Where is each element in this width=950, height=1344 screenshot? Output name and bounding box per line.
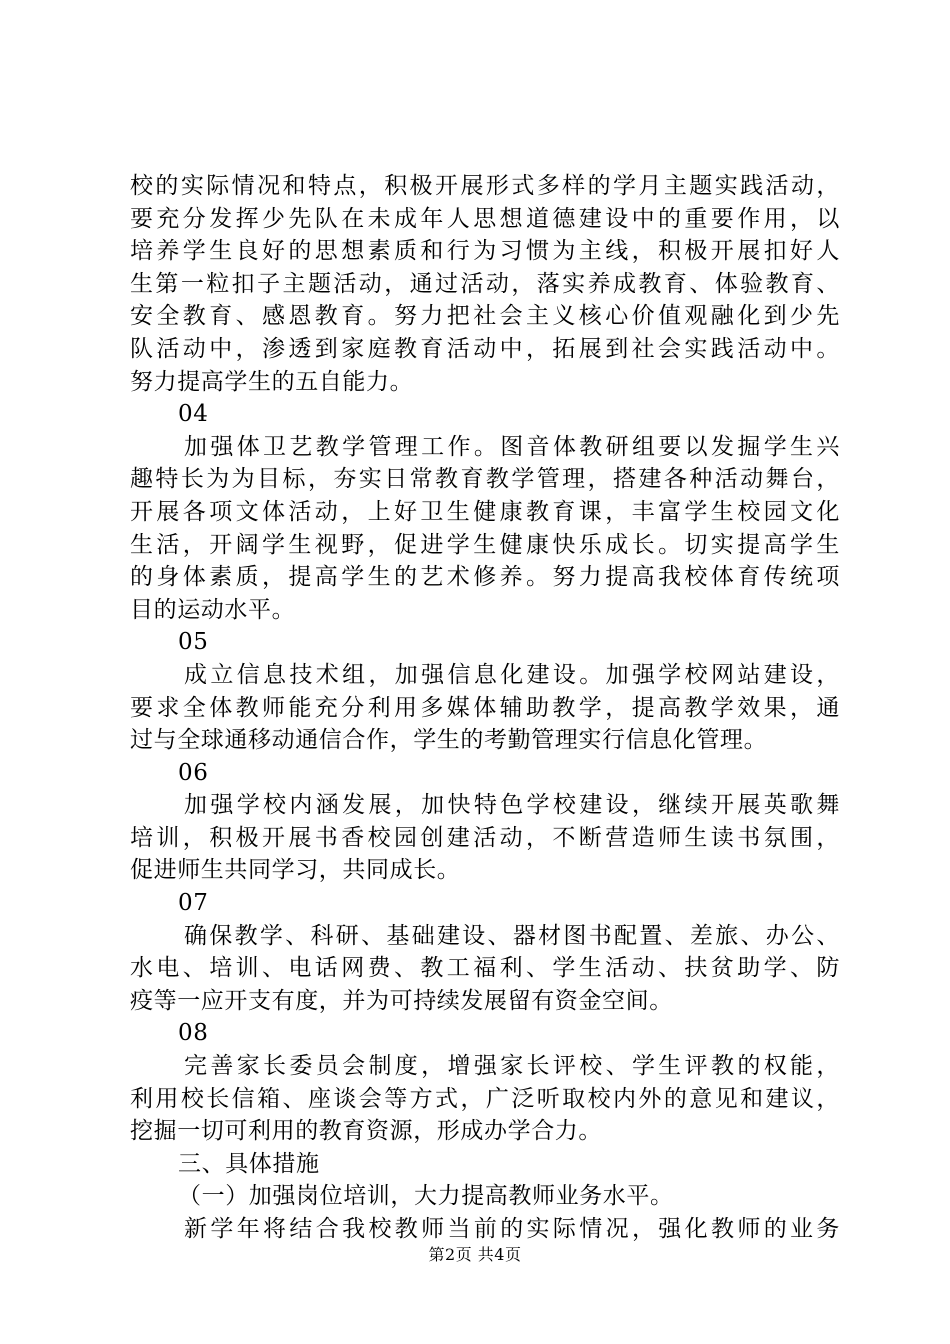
section-number: 04 (178, 401, 209, 428)
text-line: 疫等一应开支有度，并为可持续发展留有资金空间。 (130, 987, 673, 1014)
section-number: 08 (178, 1020, 209, 1047)
section-heading: 三、具体措施 (178, 1150, 320, 1177)
text-line: 生活，开阔学生视野，促进学生健康快乐成长。切实提高学生 (130, 531, 840, 558)
text-line: 队活动中，渗透到家庭教育活动中，拓展到社会实践活动中。 (130, 335, 840, 362)
section-number: 07 (178, 890, 209, 917)
text-line: 确保教学、科研、基础建设、器材图书配置、差旅、办公、 (184, 922, 840, 949)
text-line: 的身体素质，提高学生的艺术修养。努力提高我校体育传统项 (130, 564, 840, 591)
page-footer: 第2页 共4页 (428, 1245, 522, 1264)
text-line: 目的运动水平。 (130, 596, 296, 623)
section-heading: （一）加强岗位培训，大力提高教师业务水平。 (178, 1183, 674, 1210)
text-line: 加强学校内涵发展，加快特色学校建设，继续开展英歌舞 (184, 792, 840, 819)
text-line: 促进师生共同学习，共同成长。 (130, 857, 461, 884)
text-line: 努力提高学生的五自能力。 (130, 368, 414, 395)
text-line: 成立信息技术组，加强信息化建设。加强学校网站建设， (184, 661, 840, 688)
text-line: 要充分发挥少先队在未成年人思想道德建设中的重要作用，以 (130, 205, 840, 232)
text-line: 要求全体教师能充分利用多媒体辅助教学，提高教学效果，通 (130, 694, 840, 721)
text-line: 水电、培训、电话网费、教工福利、学生活动、扶贫助学、防 (130, 955, 840, 982)
text-line: 加强体卫艺教学管理工作。图音体教研组要以发掘学生兴 (184, 433, 840, 460)
document-body (130, 170, 840, 1246)
text-line: 生第一粒扣子主题活动，通过活动，落实养成教育、体验教育、 (130, 270, 840, 297)
section-number: 06 (178, 759, 209, 786)
text-line: 趣特长为为目标，夯实日常教育教学管理，搭建各种活动舞台， (130, 466, 840, 493)
section-number: 05 (178, 629, 209, 656)
text-line: 利用校长信箱、座谈会等方式，广泛听取校内外的意见和建议， (130, 1085, 840, 1112)
text-line: 开展各项文体活动，上好卫生健康教育课，丰富学生校园文化 (130, 498, 840, 525)
text-line: 挖掘一切可利用的教育资源，形成办学合力。 (130, 1118, 602, 1145)
text-line: 安全教育、感恩教育。努力把社会主义核心价值观融化到少先 (130, 303, 840, 330)
text-line: 校的实际情况和特点，积极开展形式多样的学月主题实践活动， (130, 173, 840, 199)
text-line: 完善家长委员会制度，增强家长评校、学生评教的权能， (184, 1053, 840, 1080)
text-line: 新学年将结合我校教师当前的实际情况，强化教师的业务 (184, 1216, 840, 1242)
text-line: 培养学生良好的思想素质和行为习惯为主线，积极开展扣好人 (130, 238, 840, 265)
text-line: 培训，积极开展书香校园创建活动，不断营造师生读书氛围， (130, 824, 840, 851)
text-line: 过与全球通移动通信合作，学生的考勤管理实行信息化管理。 (130, 727, 768, 754)
